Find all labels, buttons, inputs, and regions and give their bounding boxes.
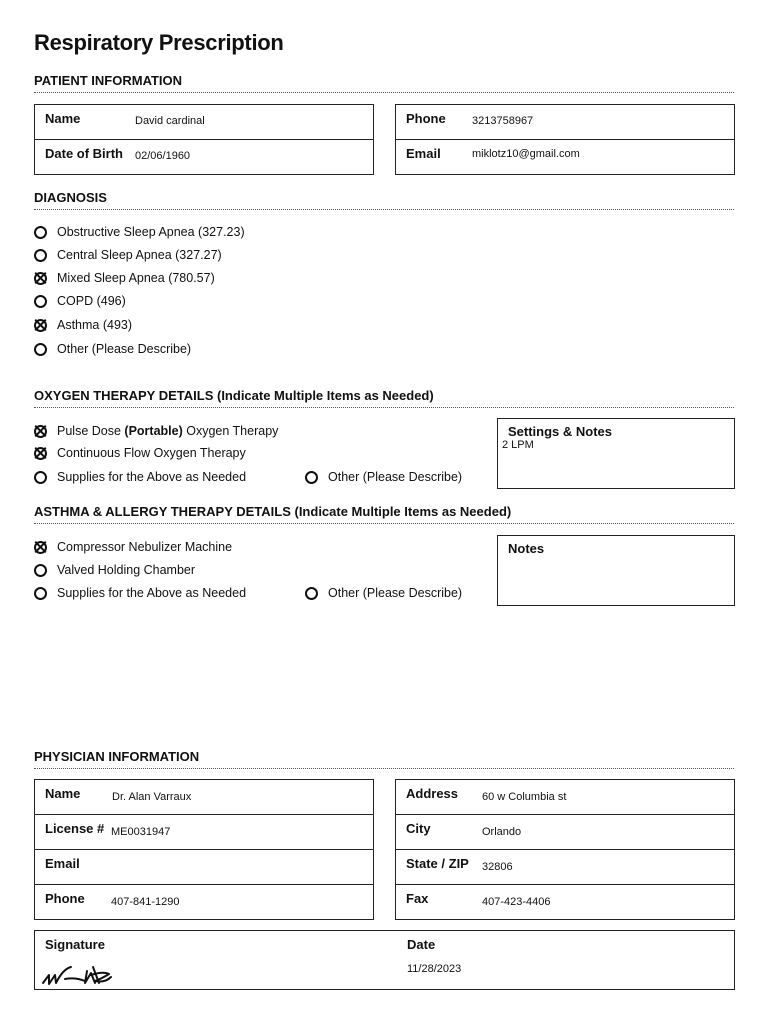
physician-state-zip-label: State / ZIP	[406, 856, 469, 871]
patient-left-box	[34, 104, 374, 175]
patient-dob-label: Date of Birth	[45, 146, 123, 161]
physician-state-zip-row	[396, 850, 734, 885]
option-label	[57, 424, 278, 438]
radio-checked-icon[interactable]	[34, 319, 47, 332]
physician-license-label: License #	[45, 821, 105, 836]
diagnosis-option-copd[interactable]	[34, 292, 126, 310]
radio-unchecked-icon[interactable]	[34, 295, 47, 308]
option-label: Continuous Flow Oxygen Therapy	[57, 446, 246, 460]
diagnosis-section-heading: DIAGNOSIS	[34, 190, 107, 205]
radio-unchecked-icon[interactable]	[34, 564, 47, 577]
radio-checked-icon[interactable]	[34, 447, 47, 460]
option-label: Compressor Nebulizer Machine	[57, 540, 233, 554]
patient-email-row	[396, 140, 734, 175]
physician-city-row	[396, 815, 734, 850]
asthma-option-other[interactable]	[305, 584, 462, 602]
patient-name-row	[35, 105, 373, 140]
oxygen-settings-notes-box[interactable]	[497, 418, 735, 489]
physician-city-field[interactable]: Orlando	[482, 826, 522, 838]
signature-box	[34, 930, 735, 990]
physician-address-label: Address	[406, 786, 459, 801]
radio-checked-icon[interactable]	[34, 425, 47, 438]
physician-email-label: Email	[45, 856, 80, 871]
divider	[34, 407, 734, 408]
diagnosis-option-asthma[interactable]	[34, 316, 132, 334]
oxygen-option-other[interactable]	[305, 468, 462, 486]
patient-dob-field[interactable]: 02/06/1960	[135, 150, 191, 162]
radio-checked-icon[interactable]	[34, 272, 47, 285]
divider	[34, 209, 734, 210]
physician-phone-label: Phone	[45, 891, 85, 906]
physician-address-field[interactable]: 60 w Columbia st	[482, 791, 567, 803]
pulse-prefix-text: Pulse Dose	[57, 424, 125, 438]
oxygen-option-continuous[interactable]	[34, 444, 246, 462]
divider	[34, 768, 734, 769]
oxygen-section-heading: OXYGEN THERAPY DETAILS (Indicate Multiple Items as Needed)	[34, 388, 434, 403]
asthma-option-supplies[interactable]	[34, 584, 246, 602]
option-label: Other (Please Describe)	[57, 342, 192, 356]
physician-license-field[interactable]: ME0031947	[111, 826, 171, 838]
physician-city-label: City	[406, 821, 431, 836]
option-label: Supplies for the Above as Needed	[57, 470, 247, 484]
physician-name-field[interactable]: Dr. Alan Varraux	[112, 791, 192, 803]
pulse-bold-text: (Portable)	[124, 424, 183, 438]
asthma-section-heading: ASTHMA & ALLERGY THERAPY DETAILS (Indicate Multiple Items as Needed)	[34, 504, 512, 519]
option-label: Mixed Sleep Apnea (780.57)	[57, 271, 215, 285]
physician-fax-label: Fax	[406, 891, 429, 906]
patient-name-label: Name	[45, 111, 81, 126]
radio-unchecked-icon[interactable]	[34, 471, 47, 484]
date-label: Date	[407, 937, 436, 952]
radio-unchecked-icon[interactable]	[34, 343, 47, 356]
physician-section-heading: PHYSICIAN INFORMATION	[34, 749, 200, 764]
physician-license-row	[35, 815, 373, 850]
settings-notes-value[interactable]: 2 LPM	[502, 439, 534, 451]
divider	[34, 523, 734, 524]
physician-state-zip-field[interactable]: 32806	[482, 861, 513, 873]
divider	[34, 92, 734, 93]
radio-unchecked-icon[interactable]	[34, 587, 47, 600]
settings-notes-title: Settings & Notes	[508, 424, 613, 439]
option-label: Central Sleep Apnea (327.27)	[57, 248, 222, 262]
physician-email-row	[35, 850, 373, 885]
option-label: Valved Holding Chamber	[57, 563, 196, 577]
physician-right-box	[395, 779, 735, 920]
radio-checked-icon[interactable]	[34, 541, 47, 554]
date-field[interactable]: 11/28/2023	[407, 963, 462, 975]
page-title: Respiratory Prescription	[34, 30, 284, 55]
option-label: Other (Please Describe)	[328, 470, 463, 484]
patient-name-field[interactable]: David cardinal	[135, 115, 205, 127]
radio-unchecked-icon[interactable]	[34, 249, 47, 262]
diagnosis-option-other[interactable]	[34, 340, 191, 358]
patient-phone-row	[396, 105, 734, 140]
pulse-suffix-text: Oxygen Therapy	[182, 424, 279, 438]
asthma-option-compressor[interactable]	[34, 538, 232, 556]
physician-fax-row	[396, 885, 734, 920]
patient-dob-row	[35, 140, 373, 175]
option-label: COPD (496)	[57, 294, 126, 308]
signature-label: Signature	[45, 937, 105, 952]
radio-unchecked-icon[interactable]	[34, 226, 47, 239]
physician-name-row	[35, 780, 373, 815]
physician-address-row	[396, 780, 734, 815]
physician-fax-field[interactable]: 407-423-4406	[482, 896, 551, 908]
patient-email-field[interactable]: miklotz10@gmail.com	[472, 148, 580, 160]
physician-name-label: Name	[45, 786, 81, 801]
patient-phone-field[interactable]: 3213758967	[472, 115, 534, 127]
patient-email-label: Email	[406, 146, 441, 161]
oxygen-option-supplies[interactable]	[34, 468, 246, 486]
patient-right-box	[395, 104, 735, 175]
diagnosis-option-central[interactable]	[34, 246, 222, 264]
option-label: Other (Please Describe)	[328, 586, 463, 600]
diagnosis-option-obstructive[interactable]	[34, 223, 245, 241]
asthma-notes-box[interactable]	[497, 535, 735, 606]
option-label: Asthma (493)	[57, 318, 133, 332]
physician-phone-field[interactable]: 407-841-1290	[111, 896, 180, 908]
asthma-option-chamber[interactable]	[34, 561, 195, 579]
notes-title: Notes	[508, 541, 545, 556]
patient-section-heading: PATIENT INFORMATION	[34, 73, 183, 88]
physician-left-box	[34, 779, 374, 920]
physician-phone-row	[35, 885, 373, 920]
option-label: Obstructive Sleep Apnea (327.23)	[57, 225, 245, 239]
radio-unchecked-icon[interactable]	[305, 587, 318, 600]
oxygen-option-pulse-dose[interactable]	[34, 422, 278, 440]
patient-phone-label: Phone	[406, 111, 446, 126]
radio-unchecked-icon[interactable]	[305, 471, 318, 484]
option-label: Supplies for the Above as Needed	[57, 586, 247, 600]
diagnosis-option-mixed[interactable]	[34, 269, 215, 287]
signature-image[interactable]	[41, 957, 121, 989]
